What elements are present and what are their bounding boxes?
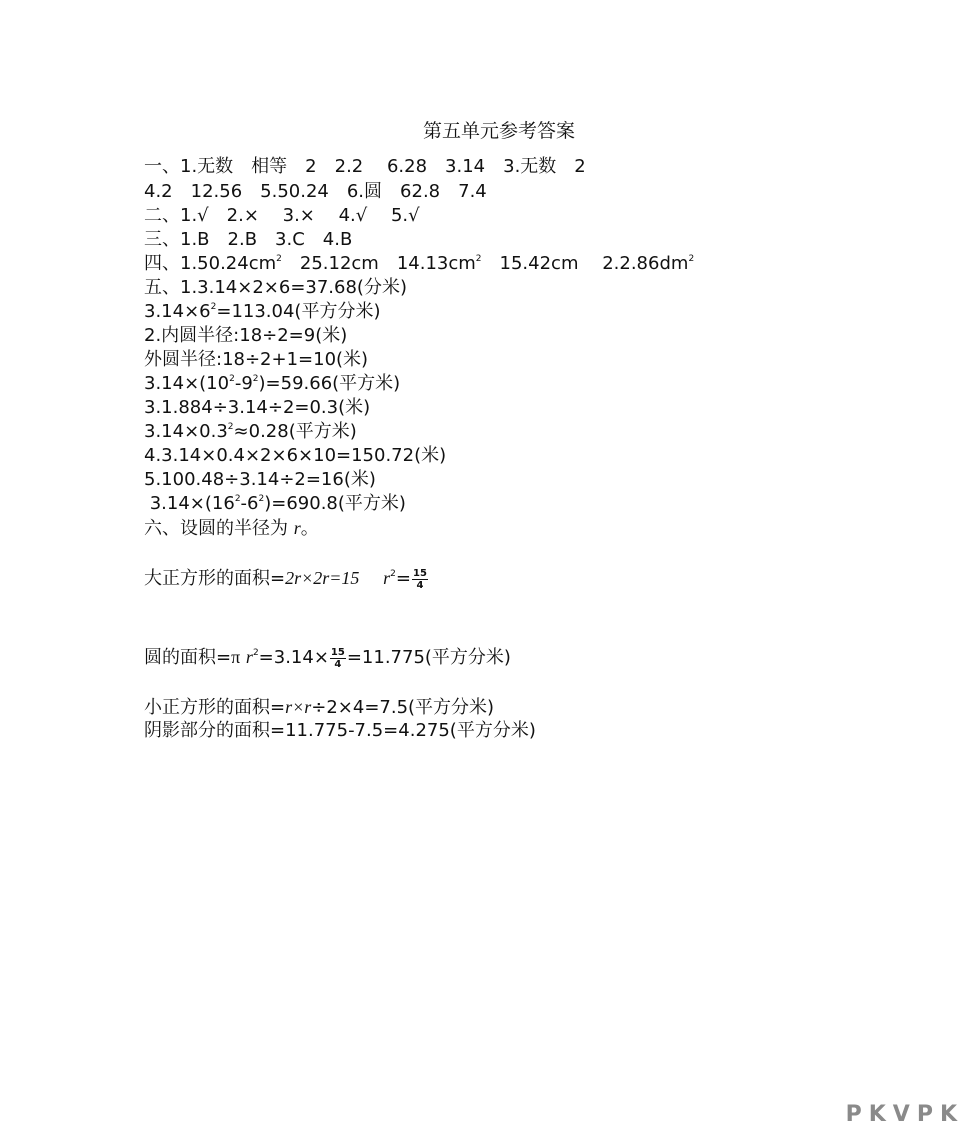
answer-text: ÷2×4=7.5(平方分米) [311, 697, 495, 718]
answer-text: = [395, 568, 411, 589]
answer-text: 3.14×6 [144, 301, 211, 322]
fraction-15-4 [412, 568, 428, 591]
superscript: 2 [227, 422, 234, 432]
answer-line-6: 五、1.3.14×2×6=37.68(分米) [144, 277, 407, 298]
page-title: 第五单元参考答案 [422, 120, 575, 142]
answer-text: -9 [234, 373, 253, 394]
fraction-denominator: 4 [416, 579, 424, 591]
superscript: 2 [229, 374, 235, 384]
answer-text: 25.12cm 14.13cm [299, 253, 476, 274]
answer-line-12 [144, 420, 357, 444]
watermark-logo: PKVPK [845, 1102, 964, 1127]
answer-line-13: 4.3.14×0.4×2×6×10=150.72(米) [144, 445, 447, 466]
answer-text: 小正方形的面积= [144, 697, 286, 718]
superscript: 2 [258, 494, 265, 504]
answer-line-11: 3.1.884÷3.14÷2=0.3(米) [144, 397, 371, 418]
variable-r: r [293, 518, 301, 538]
answer-line-9: 外圆半径:18÷2+1=10(米) [144, 349, 369, 370]
answer-line-14: 5.100.48÷3.14÷2=16(米) [144, 469, 376, 490]
answer-line-8: 2.内圆半径:18÷2=9(米) [144, 325, 348, 346]
variable-r: r [245, 647, 253, 667]
superscript: 2 [390, 569, 396, 579]
answer-text [482, 253, 500, 274]
superscript: 2 [276, 254, 282, 264]
answer-line-18 [144, 645, 511, 670]
answer-text: =11.775(平方分米) [346, 647, 511, 668]
answer-text: =113.04(平方分米) [216, 301, 381, 322]
answer-line-4: 三、1.B 2.B 3.C 4.B [144, 229, 353, 250]
answer-text: 3.14×0.3 [144, 421, 228, 442]
answer-line-16 [144, 516, 319, 541]
superscript: 2 [210, 302, 217, 312]
formula-text: 2r×2r=15 [285, 568, 360, 588]
superscript: 2 [252, 648, 259, 658]
answer-text: 。 [300, 518, 319, 539]
answer-text: 六、设圆的半径为 [144, 518, 294, 539]
answer-text: )=690.8(平方米) [264, 493, 406, 514]
fraction-15-4 [330, 647, 346, 670]
answer-text: -6 [240, 493, 259, 514]
variable-r: r [383, 568, 391, 588]
fraction-numerator: 15 [330, 646, 345, 658]
superscript: 2 [688, 254, 695, 264]
fraction-numerator: 15 [412, 567, 427, 579]
answer-line-3: 二、1.√ 2.× 3.× 4.√ 5.√ [144, 205, 420, 226]
pi-symbol: π [231, 647, 241, 667]
formula-text: r×r [285, 697, 312, 717]
answer-text [282, 253, 300, 274]
answer-text: =3.14× [258, 647, 329, 668]
answer-text: 大正方形的面积= [144, 568, 286, 589]
answer-line-20: 阴影部分的面积=11.775-7.5=4.275(平方分米) [144, 720, 536, 741]
answer-line-1: 一、1.无数 相等 2 2.2 6.28 3.14 3.无数 2 [144, 156, 586, 177]
answer-text: ≈0.28(平方米) [233, 421, 357, 442]
answer-text: 15.42cm 2.2.86dm [499, 253, 689, 274]
answer-line-17 [144, 566, 429, 591]
answer-text: 圆的面积= [144, 647, 232, 668]
answer-line-10 [144, 372, 400, 396]
answer-line-19 [144, 695, 494, 720]
superscript: 2 [252, 374, 259, 384]
answer-line-5 [144, 252, 694, 276]
answer-line-2: 4.2 12.56 5.50.24 6.圆 62.8 7.4 [144, 181, 487, 202]
answer-line-15 [144, 492, 406, 516]
answer-text: 3.14×(10 [144, 373, 230, 394]
answer-text: )=59.66(平方米) [258, 373, 401, 394]
answer-text: 3.14×(16 [144, 493, 235, 514]
fraction-denominator: 4 [334, 658, 342, 670]
superscript: 2 [475, 254, 482, 264]
answer-text: 四、1.50.24cm [144, 253, 277, 274]
spacer [359, 568, 383, 589]
superscript: 2 [234, 494, 241, 504]
answer-line-7 [144, 300, 380, 324]
